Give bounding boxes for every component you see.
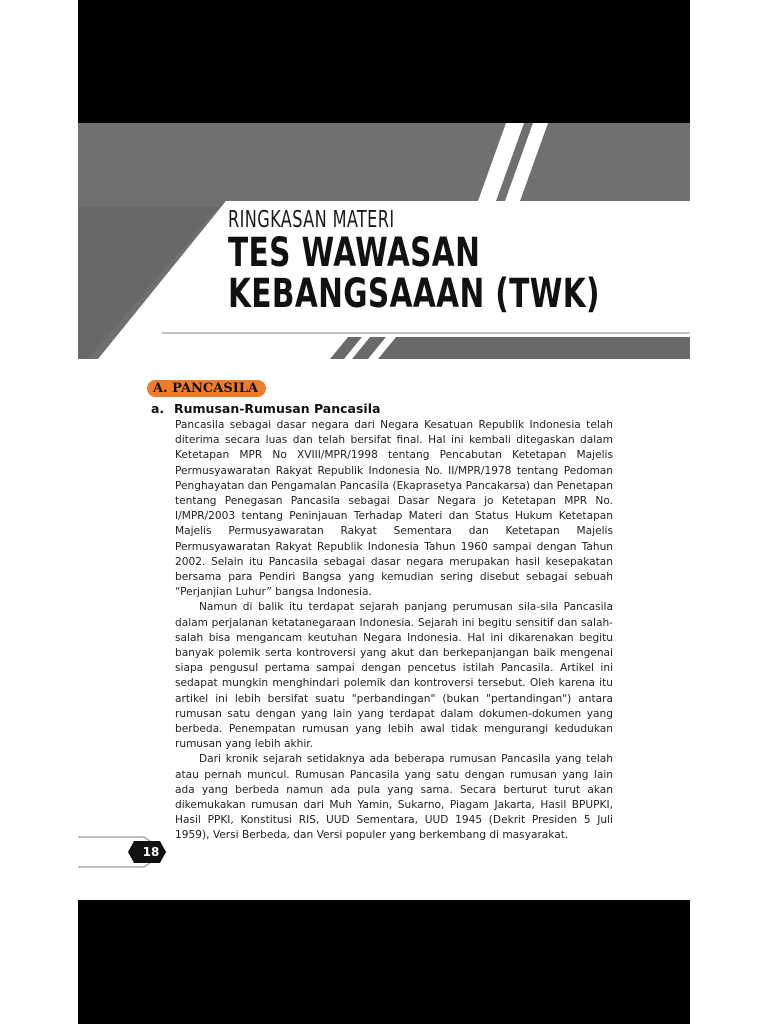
section-heading: A. PANCASILA — [147, 380, 266, 397]
title-line-1: TES WAWASAN — [228, 230, 481, 276]
title-small: RINGKASAN MATERI — [228, 207, 395, 233]
subsection-title: Rumusan-Rumusan Pancasila — [174, 401, 381, 416]
page-number: 18 — [142, 845, 160, 859]
subsection-heading — [151, 401, 380, 416]
subsection-index: a. — [151, 401, 165, 416]
bottom-black-frame — [78, 900, 690, 1024]
body-text — [175, 418, 613, 844]
banner-lower-bar — [378, 337, 690, 359]
paragraph: Namun di balik itu terdapat sejarah panjang perumusan sila-sila Pancasila dalam perjalanan ketatanegaraan Indonesia. Sejarah ini begitu sensitif dan salah-salah bisa mengancam keutuhan Negara Indonesia. Hal ini dikarenakan begitu banyak polemik serta kontroversi yang akut dan berkepanjangan baik mengenai siapa pengusul pertama sampai dengan pencetus istilah Pancasila. Artikel ini sedapat mungkin menghindari polemik dan kontroversi tersebut. Oleh karena itu artikel ini lebih bersifat suatu "perbandingan" (bukan "pertandingan") antara rumusan satu dengan yang lain yang terdapat dalam dokumen-dokumen yang berbeda. Penempatan rumusan yang lebih awal tidak mengurangi kedudukan rumusan yang lebih akhir. — [175, 601, 613, 751]
title-block — [228, 207, 690, 315]
title-line-2: KEBANGSAAAN (TWK) — [228, 271, 600, 317]
book-page — [78, 123, 690, 900]
top-black-frame — [78, 0, 690, 123]
paragraph: Pancasila sebagai dasar negara dari Negara Kesatuan Republik Indonesia telah diterima secara luas dan telah bersifat final. Hal ini kembali ditegaskan dalam Ketetapan MPR No XVIII/MPR/1998 tentang Pencabutan Ketetapan Majelis Permusyawaratan Rakyat Republik Indonesia No. II/MPR/1978 tentang Pedoman Penghayatan dan Pengamalan Pancasila (Ekaprasetya Pancakarsa) dan Penetapan tentang Penegasan Pancasila sebagai Dasar Negara jo Ketetapan MPR No. I/MPR/2003 tentang Peninjauan Terhadap Materi dan Status Hukum Ketetapan Majelis Permusyawaratan Rakyat Sementara dan Ketetapan Majelis Permusyawaratan Rakyat Republik Indonesia Tahun 1960 sampai dengan Tahun 2002. Selain itu Pancasila sebagai dasar negara merupakan hasil kesepakatan bersama para Pendiri Bangsa yang kemudian sering disebut sebagai sebuah “Perjanjian Luhur” bangsa Indonesia. — [175, 419, 613, 599]
paragraph: Dari kronik sejarah setidaknya ada beberapa rumusan Pancasila yang telah atau pernah muncul. Rumusan Pancasila yang satu dengan rumusan yang lain ada yang berbeda namun ada pula yang sama. Secara berturut turut akan dikemukakan rumusan dari Muh Yamin, Sukarno, Piagam Jakarta, Hasil BPUPKI, Hasil PPKI, Konstitusi RIS, UUD Sementara, UUD 1945 (Dekrit Presiden 5 Juli 1959), Versi Berbeda, dan Versi populer yang berkembang di masyarakat. — [175, 753, 613, 842]
banner-gray-band — [78, 123, 690, 201]
